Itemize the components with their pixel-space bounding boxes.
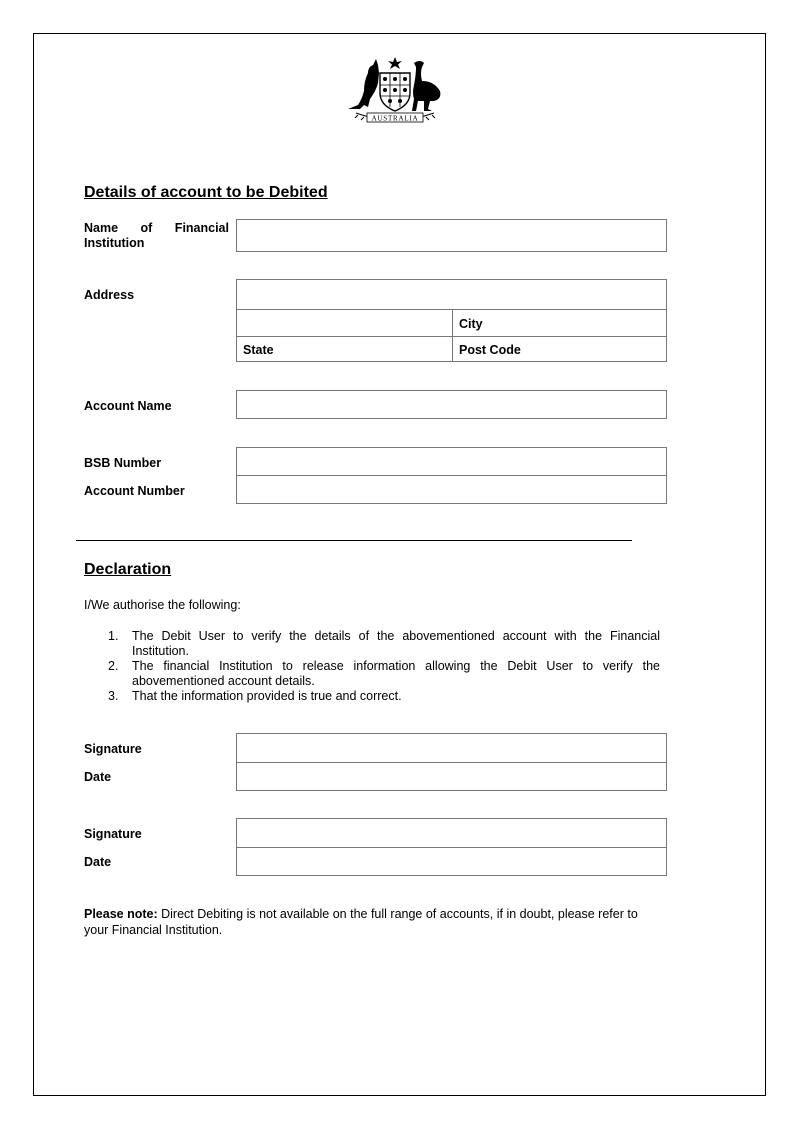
item-text: The financial Institution to release information allowing the Debit User to verify the abovementioned account details.: [132, 659, 660, 688]
declaration-heading: Declaration: [84, 561, 172, 578]
account-section-heading: Details of account to be Debited: [84, 184, 328, 201]
item-number: 1.: [108, 629, 119, 643]
date-label-2: Date: [84, 855, 112, 869]
signature-label-1: Signature: [84, 742, 142, 756]
postcode-label: Post Code: [459, 343, 521, 357]
declaration-item: [84, 659, 660, 689]
bsb-account-field-group[interactable]: [236, 447, 667, 504]
note-text: Direct Debiting is not available on the full range of accounts, if in doubt, please refer to your Financial Institution.: [84, 907, 638, 937]
state-label: State: [243, 343, 274, 357]
bsb-account-divider: [237, 475, 666, 476]
date-label-1: Date: [84, 770, 112, 784]
declaration-list: [84, 629, 660, 704]
section-divider: [76, 540, 632, 541]
account-name-field[interactable]: [236, 390, 667, 419]
city-label: City: [459, 317, 483, 331]
signature-date-divider: [237, 762, 666, 763]
item-number: 2.: [108, 659, 119, 673]
declaration-item: [84, 689, 660, 704]
declaration-intro: I/We authorise the following:: [84, 598, 241, 612]
address-label: Address: [84, 288, 135, 302]
declaration-item: [84, 629, 660, 659]
item-number: 3.: [108, 689, 119, 703]
please-note: [84, 907, 664, 938]
signature-label-2: Signature: [84, 827, 142, 841]
account-name-label: Account Name: [84, 399, 172, 413]
signature-date-divider: [237, 847, 666, 848]
australia-coat-of-arms-icon: [342, 55, 448, 131]
signature-date-field-group-1[interactable]: [236, 733, 667, 791]
note-lead: Please note:: [84, 907, 158, 921]
signature-date-field-group-2[interactable]: [236, 818, 667, 876]
emblem-scroll-text: AUSTRALIA: [371, 114, 419, 123]
institution-label: Name of Financial Institution: [84, 221, 229, 250]
institution-field[interactable]: [236, 219, 667, 252]
address-column-divider: [452, 309, 453, 361]
item-text: That the information provided is true and correct.: [132, 689, 402, 703]
address-field-group[interactable]: [236, 279, 667, 362]
bsb-label: BSB Number: [84, 456, 162, 470]
item-text: The Debit User to verify the details of the abovementioned account with the Financial Institution.: [132, 629, 660, 658]
account-number-label: Account Number: [84, 484, 185, 498]
